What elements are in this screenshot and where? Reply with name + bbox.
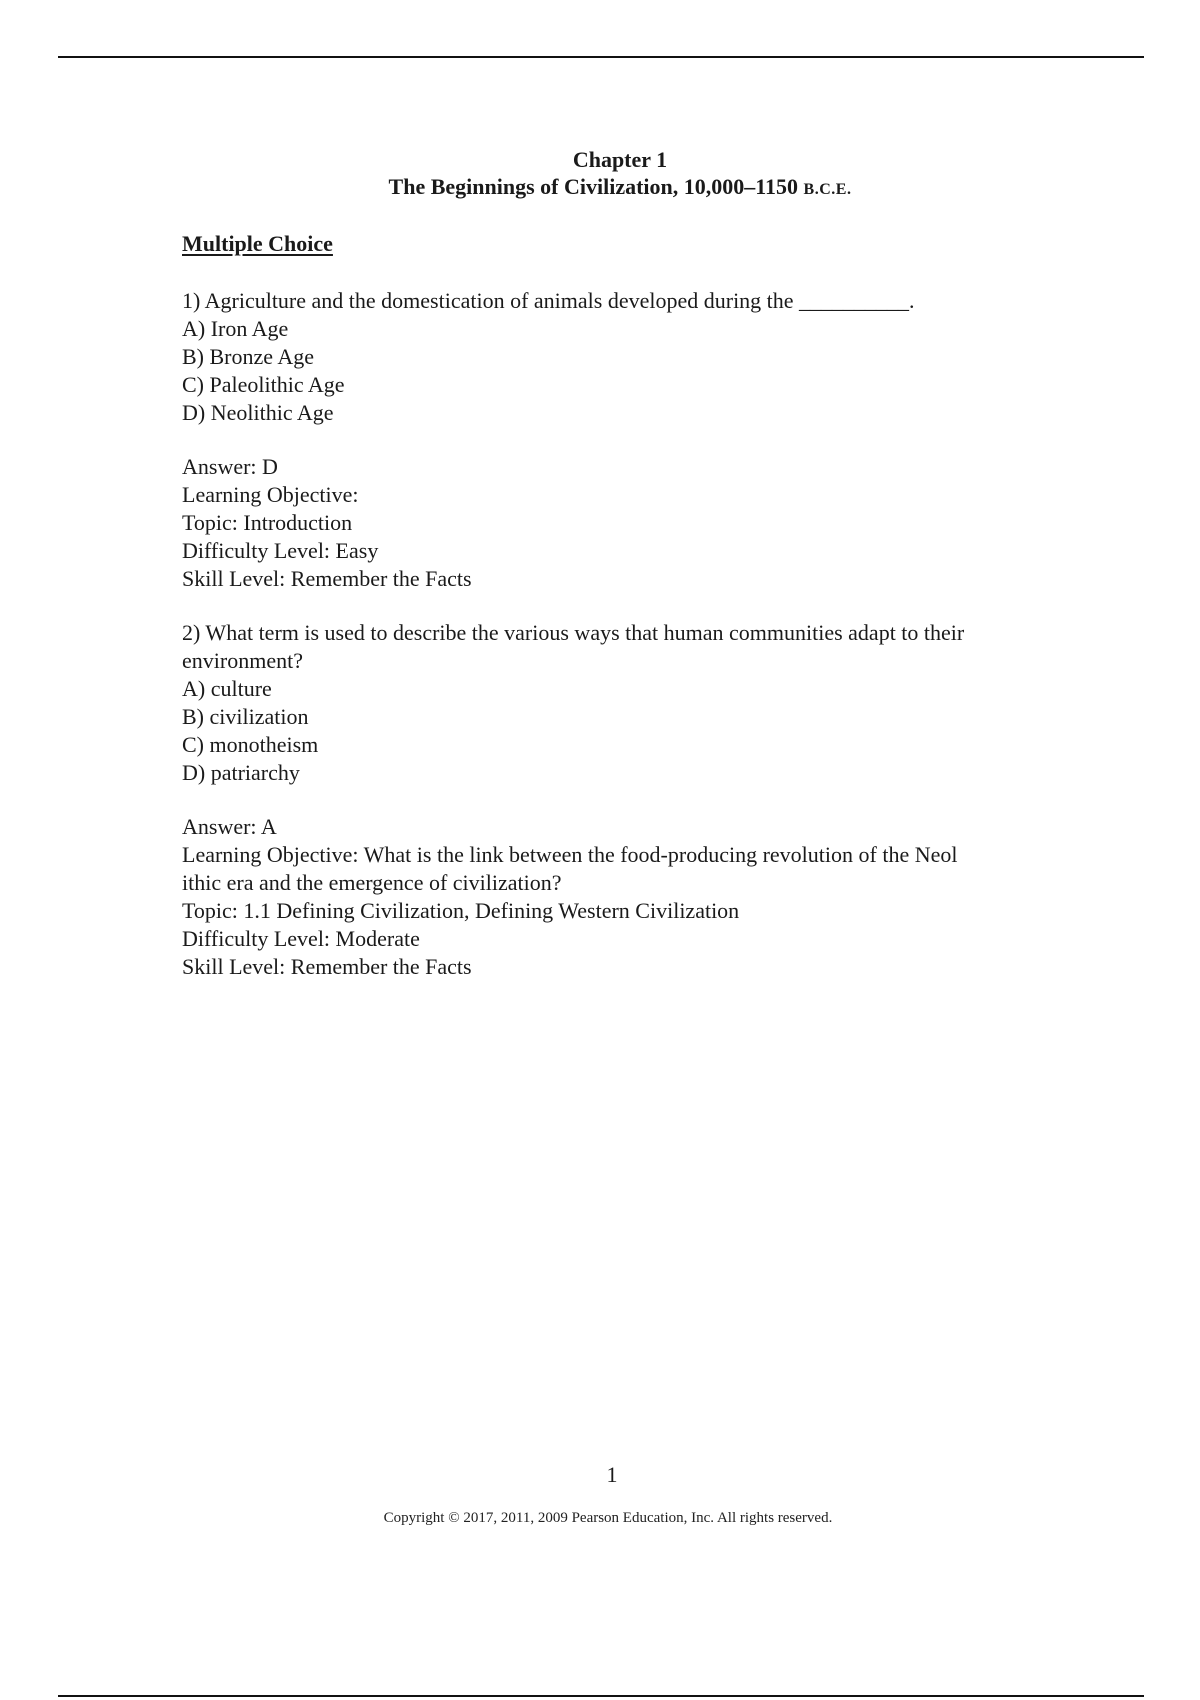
chapter-label: Chapter 1 — [572, 147, 668, 172]
difficulty-level: Difficulty Level: Moderate — [182, 926, 420, 951]
answer-key: Answer: D — [182, 454, 278, 479]
answer-option-c: C) monotheism — [182, 732, 319, 757]
question-2 — [182, 619, 1062, 787]
skill-level: Skill Level: Remember the Facts — [182, 954, 472, 979]
top-rule — [58, 56, 1144, 58]
question-stem: 1) Agriculture and the domestication of animals developed during the __________. — [182, 288, 915, 313]
learning-objective: Learning Objective: What is the link between the food-producing revolution of the Neol — [182, 842, 958, 867]
question-stem: 2) What term is used to describe the various ways that human communities adapt to their — [182, 620, 965, 645]
chapter-title-main: The Beginnings of Civilization, 10,000–1150 — [388, 174, 804, 199]
question-2-metadata — [182, 813, 1062, 981]
document-page — [182, 146, 1062, 981]
answer-option-d: D) Neolithic Age — [182, 400, 334, 425]
topic: Topic: 1.1 Defining Civilization, Defining Western Civilization — [182, 898, 740, 923]
chapter-heading — [178, 146, 1062, 203]
chapter-title — [178, 173, 1062, 203]
learning-objective: Learning Objective: — [182, 482, 359, 507]
answer-option-d: D) patriarchy — [182, 760, 300, 785]
answer-key: Answer: A — [182, 814, 277, 839]
copyright-notice: Copyright © 2017, 2011, 2009 Pearson Education, Inc. All rights reserved. — [383, 1510, 833, 1526]
chapter-title-era: B.C.E. — [803, 181, 852, 198]
question-1-metadata — [182, 453, 1062, 593]
topic: Topic: Introduction — [182, 510, 353, 535]
answer-option-a: A) culture — [182, 676, 272, 701]
difficulty-level: Difficulty Level: Easy — [182, 538, 379, 563]
answer-option-c: C) Paleolithic Age — [182, 372, 345, 397]
page-number: 1 — [606, 1462, 618, 1487]
answer-option-b: B) civilization — [182, 704, 309, 729]
answer-option-a: A) Iron Age — [182, 316, 289, 341]
question-1 — [182, 287, 1062, 427]
question-stem-continued: environment? — [182, 648, 303, 673]
section-heading: Multiple Choice — [182, 231, 333, 256]
answer-option-b: B) Bronze Age — [182, 344, 314, 369]
learning-objective-continued: ithic era and the emergence of civilization? — [182, 870, 562, 895]
bottom-rule — [58, 1695, 1144, 1697]
skill-level: Skill Level: Remember the Facts — [182, 566, 472, 591]
